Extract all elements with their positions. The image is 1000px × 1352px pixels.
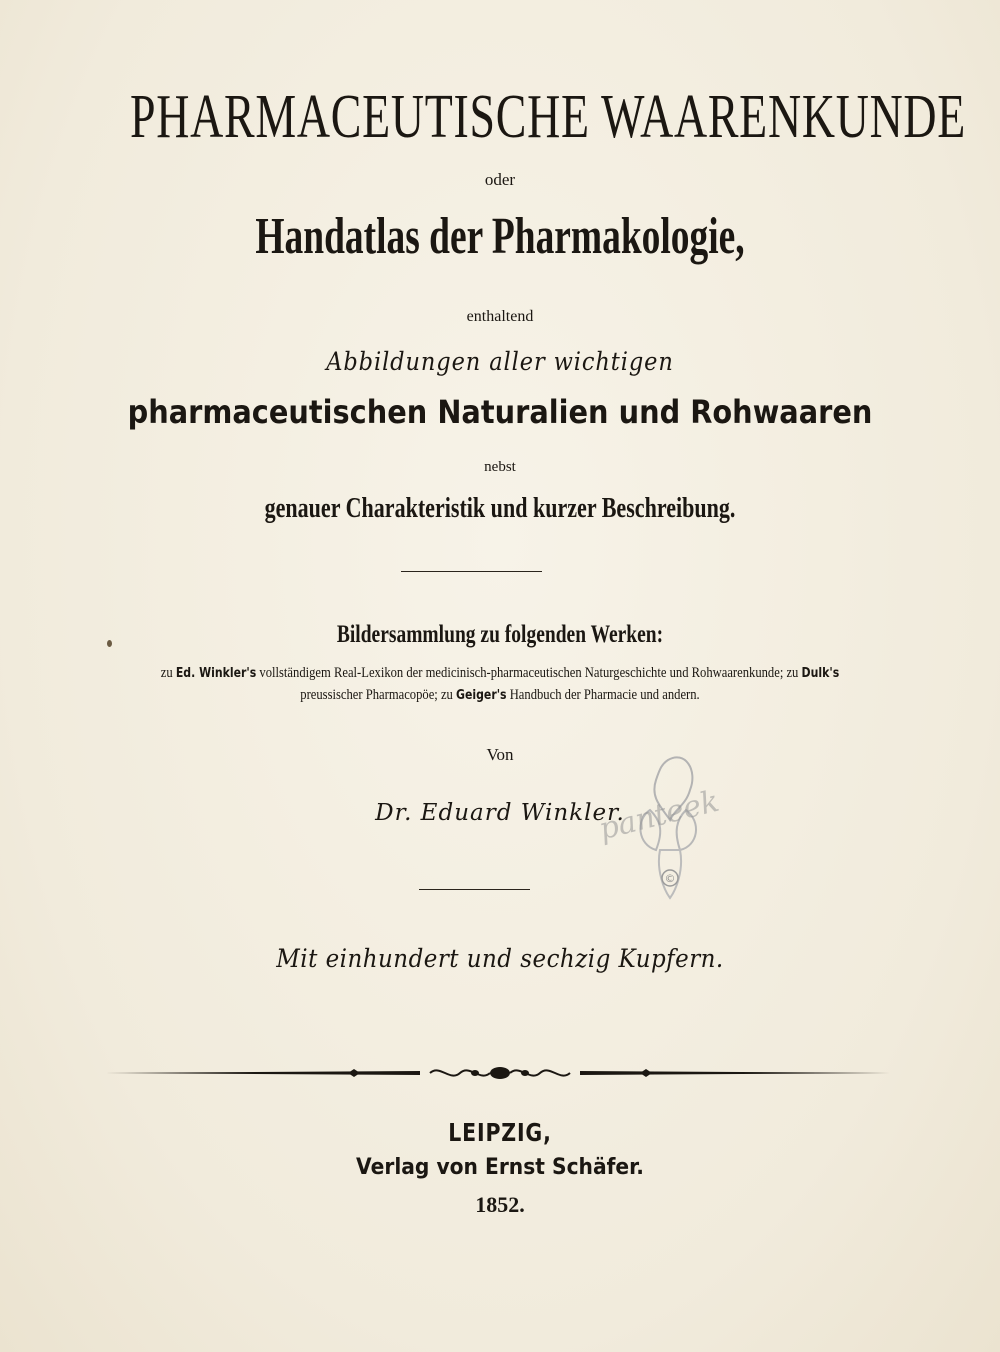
- works-heading: Bildersammlung zu folgenden Werken:: [336, 621, 664, 648]
- book-subtitle: Handatlas der Pharmakologie,: [255, 208, 745, 265]
- book-title: PHARMACEUTISCHE WAARENKUNDE: [130, 83, 967, 151]
- watermark-text: panteek: [595, 783, 723, 848]
- charakteristik-text: genauer Charakteristik und kurzer Beschreibung.: [264, 492, 736, 524]
- divider-rule-top: [401, 571, 542, 572]
- works-author-geiger: Geiger's: [455, 688, 507, 703]
- watermark-copyright-symbol: ©: [664, 872, 676, 885]
- works-zu: zu: [160, 665, 173, 681]
- enthaltend-text: enthaltend: [466, 308, 534, 325]
- imprint-year: 1852.: [475, 1192, 525, 1217]
- works-line-2: [80, 687, 920, 704]
- von-text: Von: [486, 745, 514, 764]
- works-author-winkler: Ed. Winkler's: [175, 666, 257, 681]
- divider-rule-bottom: [419, 889, 530, 890]
- plates-note: Mit einhundert und sechzig Kupfern.: [276, 944, 724, 973]
- works-text-3: Handbuch der Pharmacie und andern.: [509, 687, 700, 703]
- nebst-text: nebst: [484, 459, 516, 475]
- imprint-publisher: Verlag von Ernst Schäfer.: [356, 1155, 644, 1180]
- abbildungen-text: Abbildungen aller wichtigen: [326, 347, 674, 376]
- title-connector: oder: [484, 170, 516, 189]
- author-name: Dr. Eduard Winkler.: [375, 800, 625, 826]
- works-text-2: preussischer Pharmacopöe; zu: [300, 687, 453, 703]
- works-text-1: vollständigem Real-Lexikon der medicinisch-pharmaceutischen Naturgeschichte und Rohwaarenkunde; zu: [259, 665, 799, 681]
- works-line-1: [80, 665, 920, 682]
- naturalien-heading: pharmaceutischen Naturalien und Rohwaaren: [127, 393, 873, 431]
- imprint-city: LEIPZIG,: [448, 1118, 552, 1147]
- decorative-ornament-rule: [100, 1058, 900, 1088]
- works-author-dulk: Dulk's: [801, 666, 840, 681]
